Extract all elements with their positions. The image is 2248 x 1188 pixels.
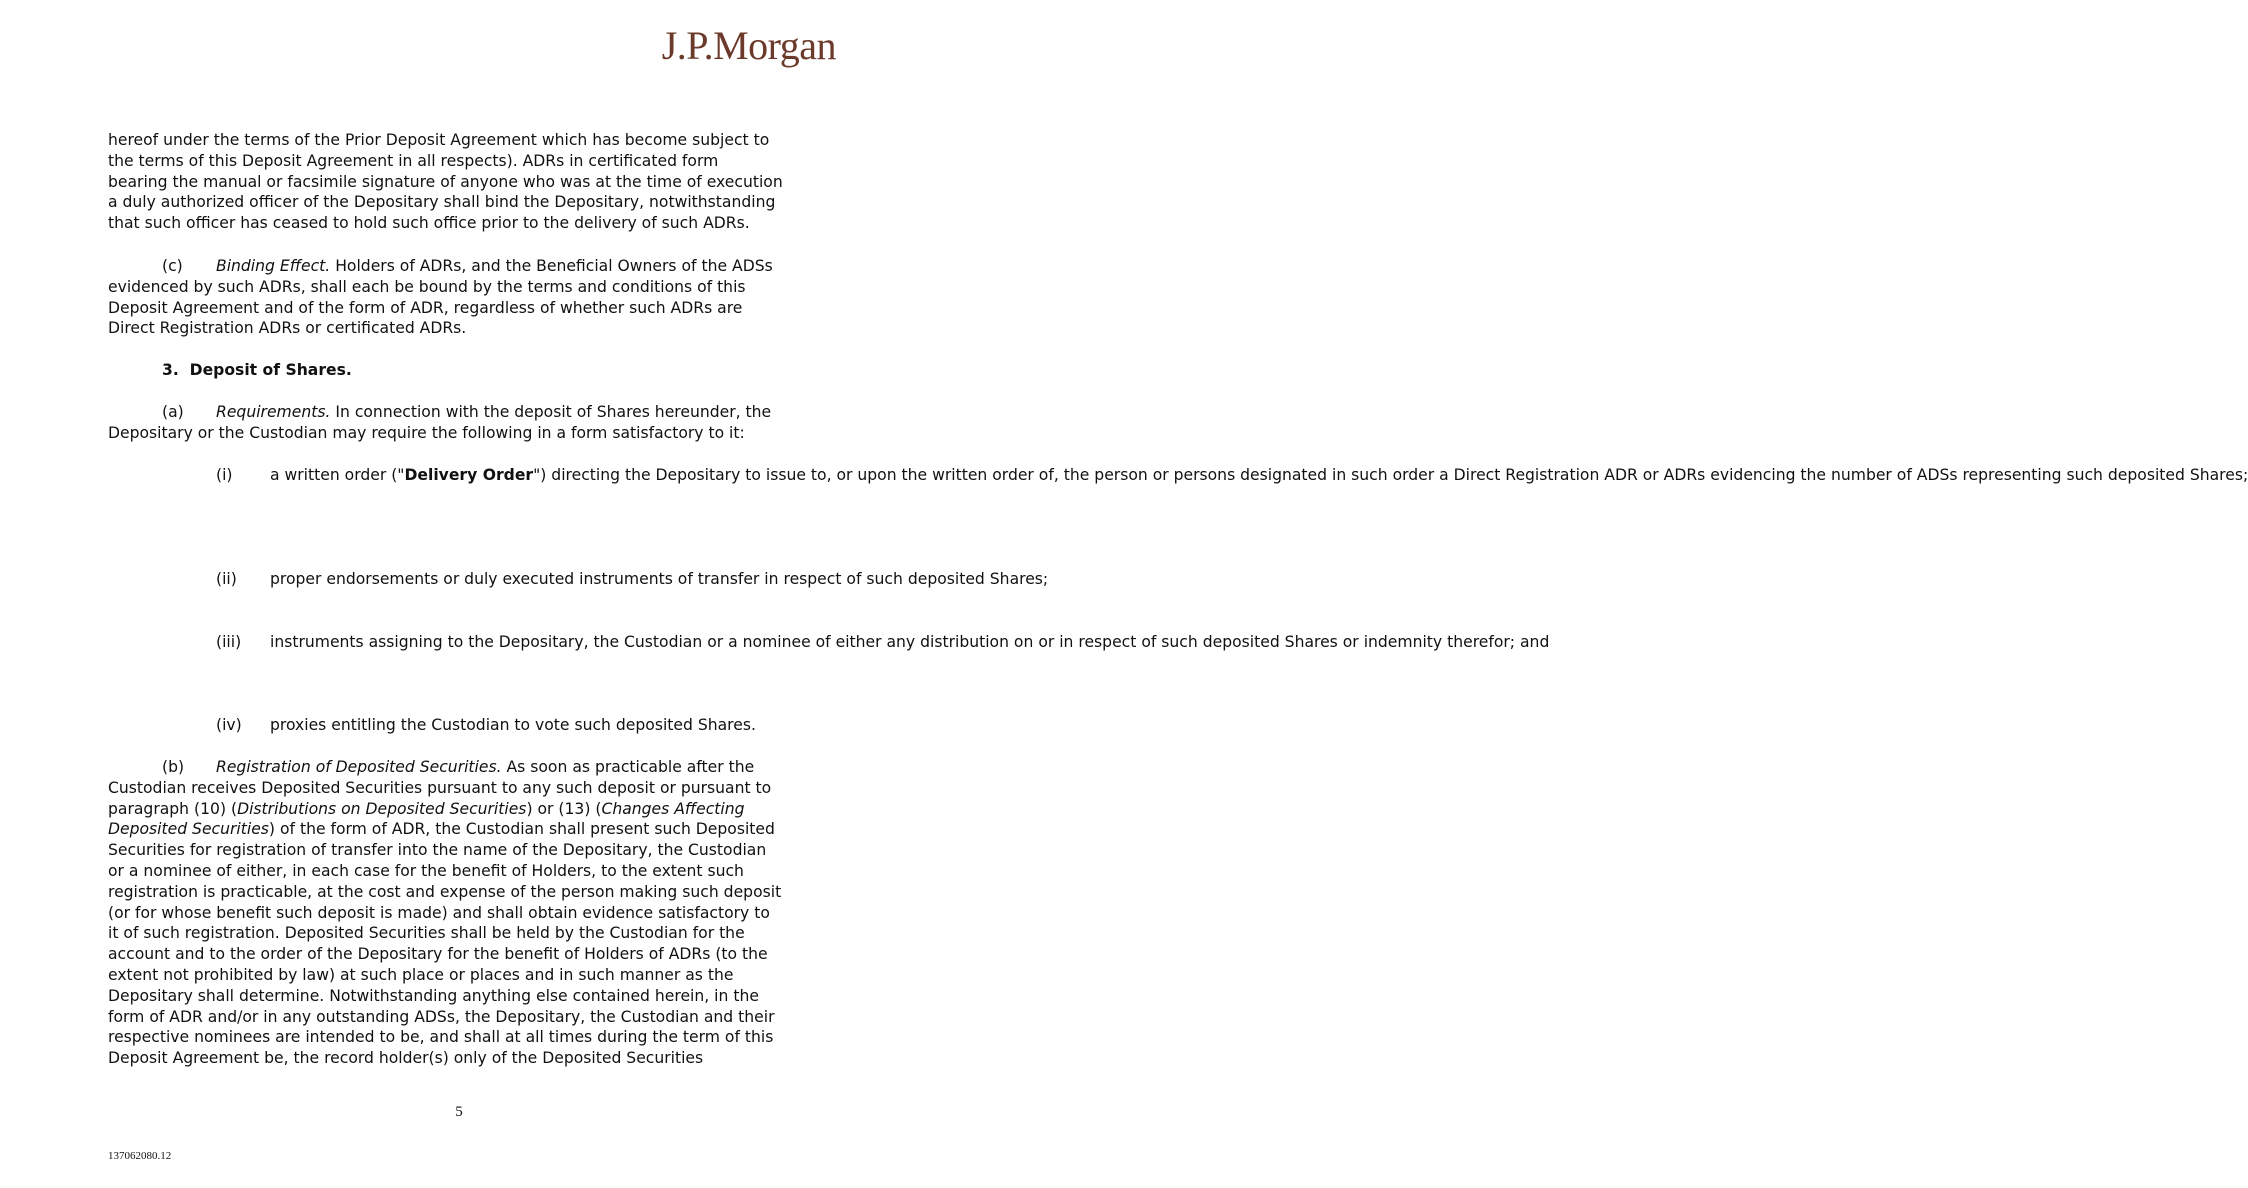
text-line xyxy=(162,716,756,734)
text-line: Custodian receives Deposited Securities pursuant to any such deposit or pursuant to xyxy=(108,778,772,797)
text-run: instruments assigning to the Depositary, the Custodian or a xyxy=(270,633,738,651)
text-line: respect of such deposited Shares; xyxy=(783,570,1049,588)
text-line xyxy=(108,360,808,381)
jpmorgan-logo: J.P.Morgan xyxy=(661,23,836,68)
text-run: In connection with the deposit of Shares hereunder, the xyxy=(330,403,772,421)
text-line: extent not prohibited by law) at such place or places and in such manner as the xyxy=(108,965,734,984)
text-line: issue to, or upon the written order of, the person or persons designated in such xyxy=(765,466,1388,484)
requirements-paragraph xyxy=(108,402,808,444)
section-title: Deposit of Shares. xyxy=(189,361,352,379)
text-line xyxy=(108,402,808,423)
text-line: it of such registration. Deposited Securities shall be held by the Custodian for the xyxy=(108,924,745,943)
item-marker: (i) xyxy=(216,466,233,484)
text-line: nominee of either any distribution on or in respect of such deposited Shares or xyxy=(742,633,1359,651)
item-iv xyxy=(162,715,812,736)
text-line: registration is practicable, at the cost and expense of the person making such deposit xyxy=(108,882,782,901)
text-run: paragraph (10) ( xyxy=(108,799,238,818)
item-i xyxy=(162,465,2248,486)
clause-heading: Binding Effect. xyxy=(216,257,331,275)
clause-marker: (b) xyxy=(162,758,185,776)
text-line: indemnity therefor; and xyxy=(1363,633,1550,651)
text-run: ") directing the Depositary to xyxy=(533,466,761,484)
text-line xyxy=(162,570,779,588)
text-line: order a Direct Registration ADR or ADRs evidencing the number of ADSs xyxy=(1392,466,1958,484)
text-run: As soon as practicable after the xyxy=(501,758,755,776)
registration-paragraph xyxy=(108,757,808,1069)
text-run: ) or (13) ( xyxy=(526,799,602,818)
text-line: representing such deposited Shares; xyxy=(1962,466,2248,484)
text-run: proper endorsements or duly executed instruments of transfer in xyxy=(270,570,779,588)
text-line: that such officer has ceased to hold such office prior to the delivery of such ADRs. xyxy=(108,214,750,233)
text-line: evidenced by such ADRs, shall each be bound by the terms and conditions of this xyxy=(108,277,746,296)
cross-reference: Deposited Securities xyxy=(108,820,269,839)
cross-reference: Changes Affecting xyxy=(601,799,745,818)
item-iii xyxy=(162,632,1550,653)
text-line: Depositary or the Custodian may require the following in a form satisfactory to it: xyxy=(108,423,745,442)
text-line xyxy=(162,466,761,484)
cross-reference: Distributions on Deposited Securities xyxy=(237,799,527,818)
text-line xyxy=(108,256,808,277)
text-line xyxy=(108,799,808,820)
text-line: the terms of this Deposit Agreement in all respects). ADRs in certificated form xyxy=(108,151,719,170)
clause-heading: Requirements. xyxy=(216,403,331,421)
text-line xyxy=(162,633,738,651)
text-run: proxies entitling the Custodian to vote such deposited Shares. xyxy=(270,716,756,734)
text-run: Holders of ADRs, and the Beneficial Owners of the ADSs xyxy=(330,257,773,275)
section-heading xyxy=(108,360,808,381)
page-number: 5 xyxy=(455,1104,463,1120)
text-line: Depositary shall determine. Notwithstanding anything else contained herein, in the xyxy=(108,986,759,1005)
text-line: form of ADR and/or in any outstanding ADSs, the Depositary, the Custodian and their xyxy=(108,1007,775,1026)
clause-marker: (a) xyxy=(162,403,184,421)
item-marker: (iii) xyxy=(216,633,242,651)
text-line: account and to the order of the Depositary for the benefit of Holders of ADRs (to the xyxy=(108,945,768,964)
section-number: 3. xyxy=(162,361,179,379)
text-line xyxy=(108,757,808,778)
text-run: ) of the form of ADR, the Custodian shall present such Deposited xyxy=(268,820,775,839)
defined-term: Delivery Order xyxy=(404,466,534,484)
continuation-paragraph xyxy=(108,130,808,234)
text-line: hereof under the terms of the Prior Deposit Agreement which has become subject to xyxy=(108,131,770,149)
text-line: or a nominee of either, in each case for the benefit of Holders, to the extent such xyxy=(108,861,744,880)
item-ii xyxy=(162,569,1049,590)
document-id: 137062080.12 xyxy=(108,1150,172,1162)
text-line: a duly authorized officer of the Depositary shall bind the Depositary, notwithstanding xyxy=(108,193,776,212)
text-run: a written order (" xyxy=(270,466,405,484)
item-marker: (ii) xyxy=(216,570,237,588)
text-line: Deposit Agreement and of the form of ADR, regardless of whether such ADRs are xyxy=(108,298,743,317)
item-marker: (iv) xyxy=(216,716,242,734)
binding-effect-paragraph xyxy=(108,256,808,339)
text-line: Deposit Agreement be, the record holder(s) only of the Deposited Securities xyxy=(108,1049,704,1068)
text-line: (or for whose benefit such deposit is made) and shall obtain evidence satisfactory to xyxy=(108,903,770,922)
text-line: Securities for registration of transfer into the name of the Depositary, the Custodian xyxy=(108,841,767,860)
text-line: Direct Registration ADRs or certificated ADRs. xyxy=(108,319,467,338)
text-line: bearing the manual or facsimile signature of anyone who was at the time of execution xyxy=(108,172,783,191)
text-line xyxy=(108,819,808,840)
text-line: respective nominees are intended to be, and shall at all times during the term of this xyxy=(108,1028,774,1047)
clause-marker: (c) xyxy=(162,257,183,275)
clause-heading: Registration of Deposited Securities. xyxy=(216,758,502,776)
